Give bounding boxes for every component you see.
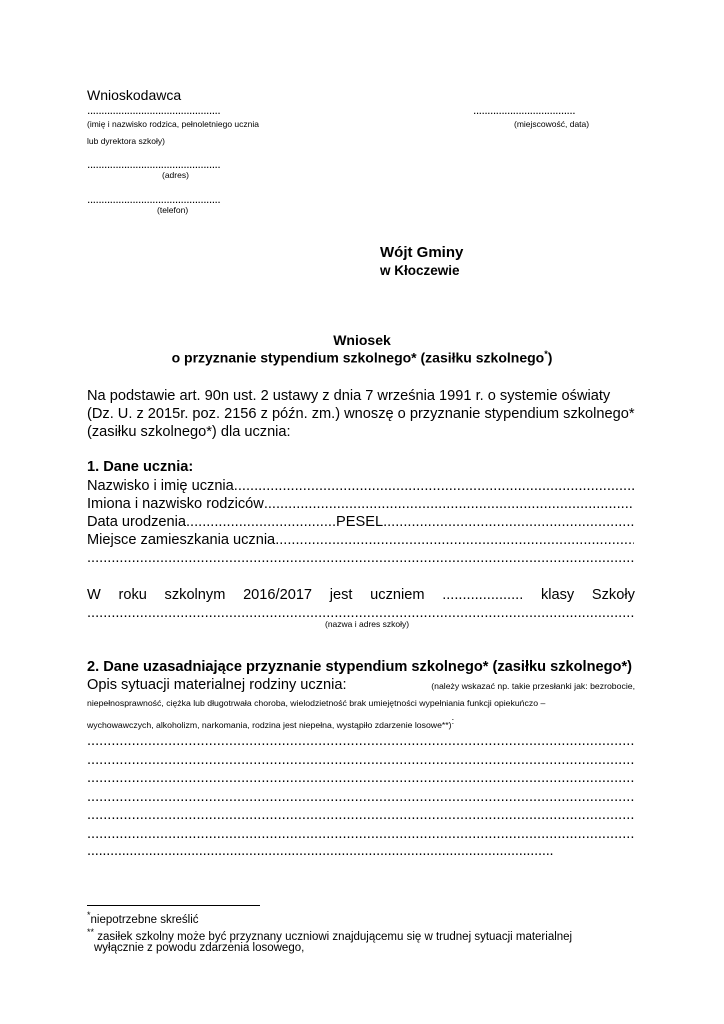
- intro-line-1-text: Na podstawie art. 90n ust. 2 ustawy z dnia 7 września 1991 r. o systemie oświaty: [87, 388, 611, 404]
- situation-description: [87, 676, 635, 694]
- phone-caption: (telefon): [157, 205, 189, 215]
- school-year-value: 2016/2017: [243, 587, 313, 603]
- document-title: Wniosek: [333, 332, 391, 348]
- footnote-2-line-2: wyłącznie z powodu zdarzenia losowego,: [94, 942, 305, 954]
- situation-note-2: niepełnosprawność, ciężka lub długotrwała choroba, wielodzietność brak umiejętności wypełniania funkcji opiekuńczo –: [87, 698, 546, 708]
- subtitle-text: o przyznanie stypendium szkolnego* (zasiłku szkolnego: [171, 349, 545, 366]
- footnote-1-text: niepotrzebne skreślić: [90, 913, 199, 926]
- parents-label: Imiona i nazwisko rodziców: [87, 496, 264, 512]
- intro-line-3: (zasiłku szkolnego*) dla ucznia:: [87, 424, 291, 440]
- situation-label: Opis sytuacji materialnej rodziny ucznia:: [87, 677, 347, 693]
- applicant-label: Wnioskodawca: [87, 87, 182, 103]
- situation-line-field[interactable]: [87, 825, 634, 843]
- school-year-word: klasy: [540, 587, 575, 603]
- birth-date-label: Data urodzenia: [87, 514, 186, 530]
- situation-note-3-row: [87, 716, 454, 730]
- subtitle-end: ): [547, 349, 553, 366]
- birth-pesel-row[interactable]: [87, 513, 634, 531]
- situation-line[interactable]: [87, 732, 634, 750]
- residence-row[interactable]: [87, 531, 634, 549]
- situation-line[interactable]: [87, 769, 634, 787]
- place-date-caption: (miejscowość, data): [514, 119, 590, 129]
- footnote-1-mark: *: [87, 910, 91, 920]
- applicant-caption-2: lub dyrektora szkoły): [87, 136, 165, 146]
- school-year-word: Szkoły: [591, 587, 635, 603]
- school-year-word: szkolnym: [164, 587, 226, 603]
- footnote-2-line-1: zasiłek szkolny może być przyznany uczniowi znajdującemu się w trudnej sytuacji materialnej: [97, 930, 573, 943]
- class-field[interactable]: ....................: [442, 587, 524, 603]
- student-name-label: Nazwisko i imię ucznia: [87, 478, 234, 494]
- address-field[interactable]: ...............................................: [87, 157, 221, 171]
- pesel-field[interactable]: [383, 513, 634, 531]
- residence-extra-row[interactable]: [87, 549, 634, 567]
- applicant-name-field[interactable]: ...............................................: [87, 103, 221, 117]
- situation-note-3: wychowawczych, alkoholizm, narkomania, rodzina jest niepełna, wystąpiło zdarzenie losowe**): [87, 719, 452, 730]
- recipient-line-1: Wójt Gminy: [380, 244, 464, 261]
- section-1-heading: 1. Dane ucznia:: [87, 459, 194, 475]
- school-year-word: jest: [329, 587, 353, 603]
- footnote-1: [87, 908, 199, 927]
- situation-line-field[interactable]: [87, 751, 634, 769]
- residence-field[interactable]: [275, 531, 634, 549]
- intro-line-1: [87, 387, 635, 405]
- situation-line-field[interactable]: [87, 732, 634, 750]
- parents-row[interactable]: [87, 495, 634, 513]
- situation-last-line[interactable]: .........................................................................................................................: [87, 843, 554, 859]
- student-name-row[interactable]: [87, 477, 634, 495]
- recipient-line-2: w Kłoczewie: [380, 263, 460, 278]
- document-subtitle: [0, 349, 724, 366]
- situation-line[interactable]: [87, 788, 634, 806]
- situation-line-field[interactable]: [87, 769, 634, 787]
- school-caption: (nazwa i adres szkoły): [325, 619, 410, 629]
- student-name-field[interactable]: [234, 477, 634, 495]
- school-year-word: W: [87, 587, 101, 603]
- situation-line[interactable]: [87, 751, 634, 769]
- residence-extra-field[interactable]: [87, 549, 634, 567]
- section-2-heading: 2. Dane uzasadniające przyznanie stypendium szkolnego* (zasiłku szkolnego*): [87, 659, 632, 675]
- situation-note-1: (należy wskazać np. takie przesłanki jak: bezrobocie,: [431, 681, 635, 691]
- footnote-divider: [87, 905, 260, 906]
- applicant-caption: (imię i nazwisko rodzica, pełnoletniego ucznia: [87, 119, 259, 129]
- school-year-word: uczniem: [370, 587, 425, 603]
- school-year-word: roku: [118, 587, 147, 603]
- residence-label: Miejsce zamieszkania ucznia: [87, 532, 276, 548]
- footnote-2-mark: **: [87, 927, 95, 937]
- subtitle-sup: *: [544, 349, 548, 359]
- address-caption: (adres): [162, 170, 189, 180]
- situation-line-field[interactable]: [87, 788, 634, 806]
- pesel-label: PESEL: [336, 514, 384, 530]
- parents-field[interactable]: [264, 495, 634, 513]
- situation-note-colon: :: [451, 716, 455, 726]
- birth-date-field[interactable]: .....................................: [185, 514, 337, 530]
- situation-line[interactable]: [87, 806, 634, 824]
- intro-line-2: (Dz. U. z 2015r. poz. 2156 z późn. zm.) wnoszę o przyznanie stypendium szkolnego*: [87, 406, 635, 422]
- place-date-field[interactable]: ....................................: [473, 103, 576, 117]
- situation-line-field[interactable]: [87, 806, 634, 824]
- situation-line[interactable]: [87, 825, 634, 843]
- school-year-row: [87, 586, 635, 604]
- phone-field[interactable]: ...............................................: [87, 192, 221, 206]
